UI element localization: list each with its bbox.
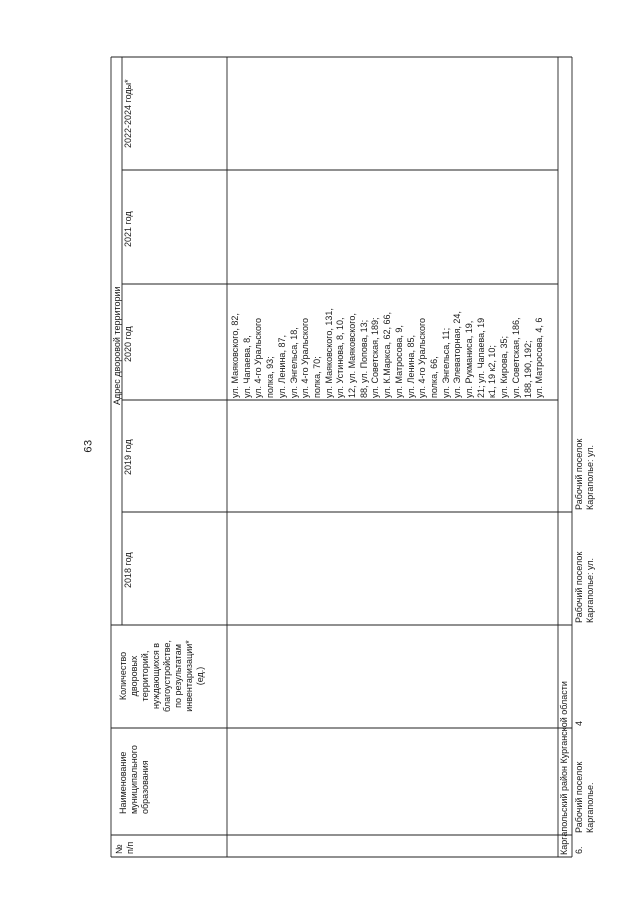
address-line: ул. К.Маркса, 62, 66, (382, 312, 393, 398)
header-municipality: Наименование муниципального образования (118, 745, 150, 814)
header-num: № п/п (114, 841, 135, 854)
address-line: ул. Рукманиса, 19, (464, 320, 475, 398)
address-line: ул. Энгельса, 18, (288, 327, 299, 398)
address-line: ул. Ленина, 87, (276, 335, 287, 398)
header-2022-2024: 2022-2024 годы* (123, 79, 133, 148)
address-line: ул. 4-го Уральского (300, 317, 311, 398)
address-line: 21; ул. Чапаева, 19 (475, 317, 486, 398)
address-line: 12, ул. Маяковского, (347, 313, 358, 398)
district-row: Каргапольский район Курганской области (559, 681, 569, 855)
address-line: ул. 4-го Уральского (417, 317, 428, 398)
row-num: 6. (574, 846, 584, 854)
header-2018: 2018 год (123, 552, 133, 588)
address-line: ул. 4-го Уральского (253, 317, 264, 398)
address-line: ул. Энгельса, 11; (440, 327, 451, 398)
row-2018: Рабочий поселок Каргаполье: ул. (574, 551, 595, 623)
address-line: ул. Маяковского, 82, (230, 313, 240, 398)
row-2020-addresses (230, 308, 546, 398)
header-2021: 2021 год (123, 211, 133, 247)
address-line: 88, ул. Попова, 13; (358, 319, 369, 398)
row-count: 4 (574, 720, 584, 726)
address-line: ул. Матросова, 9, (393, 325, 404, 398)
address-line: ул. Ленина, 85, (405, 335, 416, 398)
address-line: полка, 70; (311, 356, 322, 398)
address-line: ул. Матросова, 4, 6 (534, 317, 545, 398)
address-line: полка, 93; (265, 356, 276, 398)
address-line: ул. Маяковского, 131, (323, 308, 334, 398)
address-line: ул. Элеваторная, 24, (452, 311, 463, 398)
address-line: ул. Чапаева, 8, (241, 335, 252, 398)
header-2019: 2019 год (123, 439, 133, 475)
address-line: 188, 190, 192; (522, 340, 533, 398)
page-number: 63 (82, 439, 95, 453)
header-address-group: Адрес дворовой территории (112, 286, 122, 405)
header-2020: 2020 год (123, 326, 133, 362)
address-line: ул. Кирова, 35; (499, 335, 510, 398)
address-line: ул. Советская, 186, (510, 317, 521, 398)
header-count: Количество дворовых территорий, нуждающихся в благоустройстве, по результатам инвентаризации* (ед.) (118, 640, 205, 712)
address-line: к1, 19 к2, 10; (487, 345, 498, 398)
address-line: полка, 66, (428, 356, 439, 398)
address-line: ул. Устинова, 8, 10, (335, 317, 346, 398)
row-2019: Рабочий поселок Каргаполье: ул. (574, 438, 595, 510)
address-line: ул. Советская, 189; (370, 317, 381, 398)
row-municipality: Рабочий поселок Каргаполье. (574, 761, 595, 833)
